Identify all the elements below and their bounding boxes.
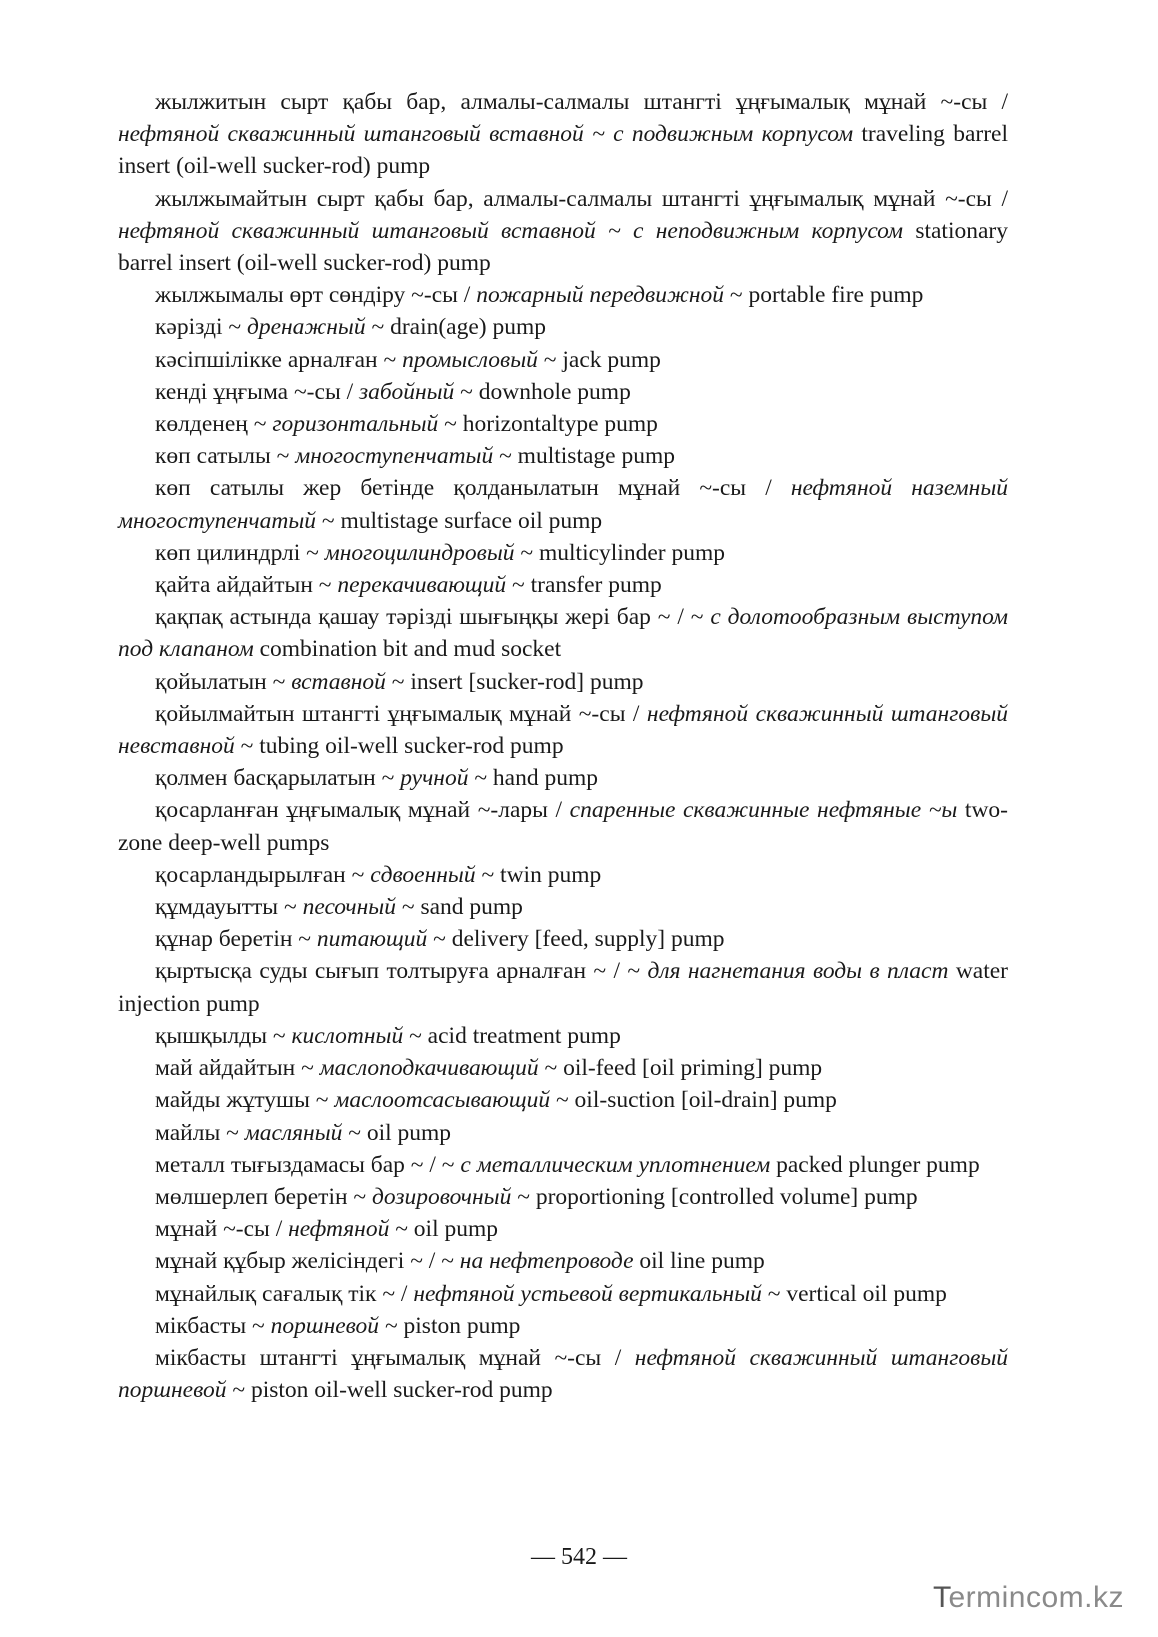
entry-text: көлденең ~: [155, 411, 273, 438]
russian-term: спаренные скважинные нефтяные ~ы: [569, 797, 958, 824]
entry-text: мұнай ~-сы /: [155, 1216, 289, 1243]
russian-term: сдвоенный: [370, 861, 476, 888]
russian-term: пожарный передвижной: [476, 282, 724, 309]
entry-text: қыртысқа суды сығып толтыруға арналған ~ / ~: [155, 958, 648, 985]
entry-text: қақпақ астында қашау тәрізді шығыңқы жері бар ~ / ~: [155, 604, 711, 631]
dictionary-entry: [118, 1278, 1008, 1310]
entry-text: ~ twin pump: [475, 861, 602, 888]
entry-text: жылжымалы өрт сөндіру ~-сы /: [155, 282, 477, 309]
russian-term: многоступенчатый: [295, 443, 494, 470]
dictionary-entry: [118, 1342, 1008, 1406]
dictionary-entry: [118, 1149, 1008, 1181]
entry-text: мұнай құбыр желісіндегі ~ / ~: [155, 1248, 460, 1275]
russian-term: песочный: [302, 894, 396, 921]
entry-text: мөлшерлеп беретін ~: [155, 1183, 373, 1210]
russian-term: нефтяной устьевой вертикальный: [413, 1280, 762, 1307]
entry-text: ~ multistage surface oil pump: [316, 507, 603, 534]
dictionary-entry: [118, 601, 1008, 665]
russian-term: маслоподкачивающий: [319, 1055, 539, 1082]
entry-text: ~ horizontaltype pump: [438, 411, 658, 438]
russian-term: дозировочный: [372, 1183, 512, 1210]
entry-text: ~ piston pump: [379, 1312, 521, 1339]
dictionary-page: [118, 86, 1008, 1406]
entry-text: ~ hand pump: [468, 765, 599, 792]
entry-text: көп сатылы ~: [155, 443, 296, 470]
entry-text: ~ tubing oil-well sucker-rod pump: [234, 733, 564, 760]
dictionary-entry: [118, 279, 1008, 311]
dictionary-entry: [118, 1084, 1008, 1116]
russian-term: с металлическим уплотнением: [460, 1151, 771, 1178]
entry-text: combination bit and mud socket: [253, 636, 562, 663]
dictionary-entry: [118, 666, 1008, 698]
entry-text: ~ vertical oil pump: [761, 1280, 947, 1307]
russian-term: нефтяной наземный многоступенчатый: [118, 475, 1008, 534]
entry-text: ~ insert [sucker-rod] pump: [385, 668, 644, 695]
entry-text: қолмен басқарылатын ~: [155, 765, 401, 792]
dictionary-entry: [118, 1020, 1008, 1052]
entry-text: ~ oil-suction [oil-drain] pump: [550, 1087, 837, 1114]
entry-text: кенді ұңғыма ~-сы /: [155, 378, 360, 405]
entry-text: ~ oil-feed [oil priming] pump: [538, 1055, 823, 1082]
russian-term: нефтяной скважинный штанговый невставной: [118, 700, 1009, 760]
entry-text: ~ proportioning [controlled volume] pump: [511, 1183, 918, 1210]
entry-text: traveling barrel insert (oil-well sucker-rod) pump: [118, 121, 1008, 180]
entry-text: қосарландырылған ~: [155, 861, 371, 888]
entry-text: мұнайлық сағалық тік ~ /: [155, 1280, 414, 1307]
russian-term: нефтяной скважинный штанговый вставной ~ с подвижным корпусом: [118, 121, 854, 148]
dictionary-entry: [118, 311, 1008, 343]
russian-term: масляный: [244, 1119, 343, 1146]
entry-text: қайта айдайтын ~: [155, 572, 338, 599]
dictionary-entry: [118, 859, 1008, 891]
entry-text: ~ portable fire pump: [724, 282, 924, 309]
entry-text: stationary barrel insert (oil-well sucker-rod) pump: [118, 217, 1008, 277]
entry-text: жылжитын сырт қабы бар, алмалы-салмалы штангті ұңғымалық мұнай ~-сы /: [155, 89, 1008, 115]
dictionary-entry: [118, 1245, 1008, 1277]
entry-text: мікбасты штангті ұңғымалық мұнай ~-сы /: [155, 1344, 635, 1371]
entry-text: ~ jack pump: [537, 346, 661, 373]
entry-text: oil line pump: [633, 1248, 765, 1275]
dictionary-entry: [118, 698, 1008, 762]
entry-text: металл тығыздамасы бар ~ / ~: [155, 1151, 461, 1178]
entry-text: құмдауытты ~: [155, 894, 303, 921]
dictionary-entry: [118, 923, 1008, 955]
page-number: — 542 —: [531, 1544, 627, 1570]
dictionary-entry: [118, 472, 1008, 536]
entry-text: packed plunger pump: [770, 1151, 980, 1178]
entry-text: кәсіпшілікке арналған ~: [155, 346, 403, 373]
entry-text: ~ sand pump: [395, 894, 523, 921]
entry-text: қойылмайтын штангті ұңғымалық мұнай ~-сы /: [155, 700, 647, 727]
entry-text: ~ downhole pump: [454, 378, 631, 405]
entry-text: ~ multistage pump: [493, 443, 675, 470]
entry-text: көп цилиндрлі ~: [155, 539, 325, 566]
russian-term: нефтяной скважинный штанговый вставной ~ с неподвижным корпусом: [118, 217, 904, 244]
entry-text: ~ transfer pump: [506, 572, 662, 599]
entry-text: water injection pump: [118, 958, 1009, 1017]
entry-text: майлы ~: [155, 1119, 245, 1146]
russian-term: вставной: [291, 668, 386, 695]
site-watermark-logo: [933, 1581, 1124, 1615]
dictionary-entry: [118, 1181, 1008, 1213]
russian-term: на нефтепроводе: [459, 1248, 634, 1275]
entry-text: ~ multicylinder pump: [514, 539, 725, 566]
russian-term: нефтяной скважинный штанговый поршневой: [118, 1344, 1009, 1404]
entry-text: қойылатын ~: [155, 668, 292, 695]
entry-text: ~ piston oil-well sucker-rod pump: [226, 1377, 553, 1404]
dictionary-entry: [118, 1052, 1008, 1084]
russian-term: кислотный: [291, 1022, 404, 1049]
dictionary-entry: [118, 376, 1008, 408]
entry-text: ~ drain(age) pump: [365, 314, 547, 341]
dictionary-entry: [118, 569, 1008, 601]
russian-term: поршневой: [270, 1312, 380, 1339]
entry-text: майды жұтушы ~: [155, 1087, 335, 1114]
russian-term: многоцилиндровый: [324, 539, 515, 566]
dictionary-entry: [118, 183, 1008, 280]
russian-term: нефтяной: [288, 1216, 390, 1243]
entry-text: жылжымайтын сырт қабы бар, алмалы-салмалы штангті ұңғымалық мұнай ~-сы /: [155, 185, 1008, 212]
russian-term: маслоотсасывающий: [334, 1087, 551, 1114]
russian-term: для нагнетания воды в пласт: [647, 958, 949, 985]
russian-term: промысловый: [402, 346, 538, 373]
dictionary-entry: [118, 86, 1008, 183]
dictionary-entry: [118, 408, 1008, 440]
entry-text: мікбасты ~: [155, 1312, 271, 1339]
dictionary-entry: [118, 794, 1008, 858]
entry-text: ~ oil pump: [342, 1119, 452, 1146]
entry-text: ~ acid treatment pump: [403, 1022, 621, 1049]
russian-term: горизонтальный: [272, 411, 439, 438]
entry-text: қосарланған ұңғымалық мұнай ~-лары /: [155, 797, 570, 824]
russian-term: с долотообразным выступом под клапаном: [118, 604, 1008, 663]
dictionary-entry: [118, 344, 1008, 376]
russian-term: перекачивающий: [337, 572, 507, 599]
watermark-initial: T: [932, 1581, 949, 1614]
entry-text: құнар беретін ~: [155, 926, 317, 953]
watermark-domain: ermincom.kz: [948, 1581, 1124, 1614]
dictionary-entry: [118, 1310, 1008, 1342]
dictionary-entry: [118, 537, 1008, 569]
dictionary-entry: [118, 1117, 1008, 1149]
entry-text: two-zone deep-well pumps: [118, 797, 1009, 856]
entry-text: май айдайтын ~: [155, 1055, 320, 1082]
dictionary-entry: [118, 762, 1008, 794]
russian-term: ручной: [400, 765, 469, 792]
dictionary-entry: [118, 955, 1008, 1019]
entry-text: кәрізді ~: [155, 314, 247, 341]
russian-term: забойный: [359, 378, 455, 405]
dictionary-entry: [118, 891, 1008, 923]
entry-text: ~ delivery [feed, supply] pump: [427, 926, 725, 953]
russian-term: дренажный: [246, 314, 366, 341]
dictionary-entry: [118, 440, 1008, 472]
entry-text: көп сатылы жер бетінде қолданылатын мұнай ~-сы /: [155, 475, 791, 502]
dictionary-entry: [118, 1213, 1008, 1245]
russian-term: питающий: [316, 926, 428, 953]
entry-text: қышқылды ~: [155, 1022, 292, 1049]
entry-text: ~ oil pump: [389, 1216, 499, 1243]
